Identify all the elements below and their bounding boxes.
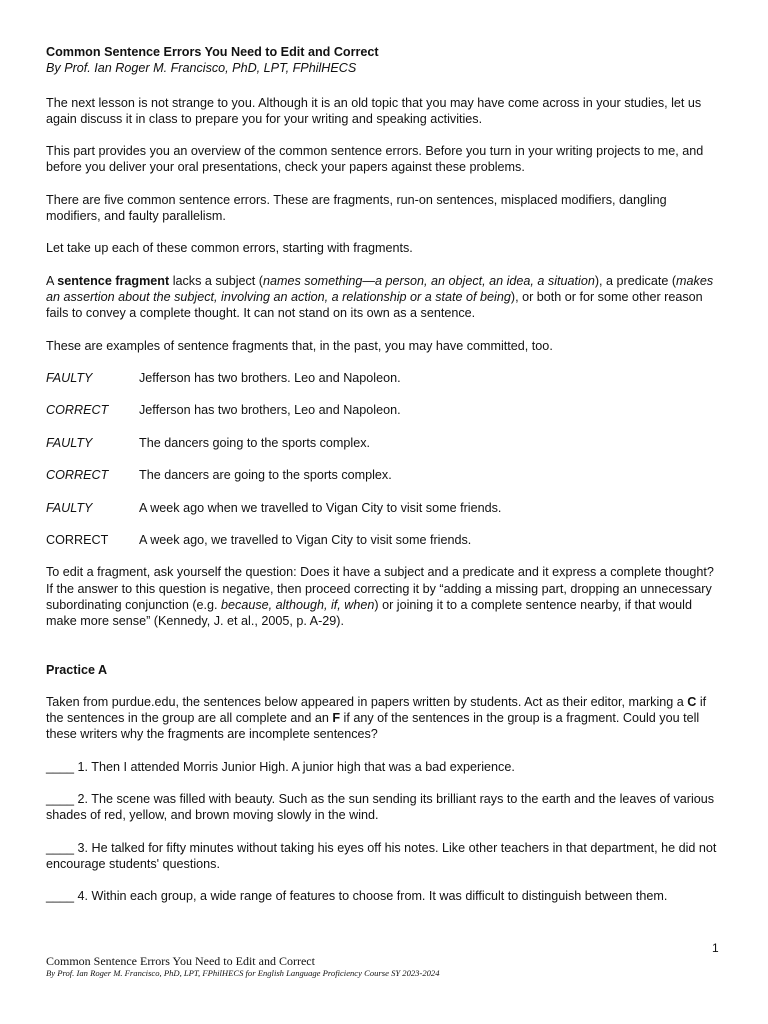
practice-text-b: if the sentences in the group are all complete and an bbox=[46, 694, 707, 726]
practice-text-c: if any of the sentences in the group is a fragment. Could you tell these writers why the fragments are incomplete sentences? bbox=[46, 711, 700, 742]
edit-tip-paragraph bbox=[46, 564, 722, 629]
practice-item-4: ____ 4. Within each group, a wide range of features to choose from. It was difficult to distinguish between them. bbox=[46, 889, 668, 904]
practice-heading: Practice A bbox=[46, 662, 108, 677]
examples-list bbox=[46, 370, 722, 549]
predicate-definition: makes an assertion about the subject, involving an action, a relationship or a state of being bbox=[46, 273, 714, 304]
example-text: The dancers going to the sports complex. bbox=[139, 435, 371, 450]
definition-text-d: ), or both or for some other reason fails to convey a complete thought. It can not stand on its own as a sentence. bbox=[46, 289, 703, 321]
examples-intro: These are examples of sentence fragments that, in the past, you may have committed, too. bbox=[46, 338, 553, 353]
practice-text-a: Taken from purdue.edu, the sentences below appeared in papers written by students. Act as their editor, marking a bbox=[46, 694, 688, 709]
example-text: The dancers are going to the sports complex. bbox=[139, 468, 392, 483]
practice-instructions bbox=[46, 694, 722, 743]
page-number: 1 bbox=[712, 941, 719, 955]
intro-paragraph-3: There are five common sentence errors. These are fragments, run-on sentences, misplaced modifiers, dangling modifiers, and faulty parallelism. bbox=[46, 192, 667, 224]
definition-text-b: lacks a subject ( bbox=[169, 273, 263, 288]
example-row bbox=[46, 500, 722, 516]
example-text: A week ago when we travelled to Vigan City to visit some friends. bbox=[139, 500, 502, 515]
definition-paragraph bbox=[46, 273, 722, 322]
example-label: CORRECT bbox=[46, 403, 109, 418]
document-title: Common Sentence Errors You Need to Edit and Correct bbox=[46, 45, 379, 59]
practice-item-1: ____ 1. Then I attended Morris Junior High. A junior high that was a bad experience. bbox=[46, 759, 515, 774]
author-line: By Prof. Ian Roger M. Francisco, PhD, LPT, FPhilHECS bbox=[46, 61, 357, 76]
footer-title: Common Sentence Errors You Need to Edit and Correct bbox=[46, 954, 315, 968]
example-row bbox=[46, 532, 722, 548]
example-text: A week ago, we travelled to Vigan City to visit some friends. bbox=[139, 533, 472, 548]
example-row bbox=[46, 467, 722, 483]
document-body bbox=[46, 44, 722, 905]
definition-term: sentence fragment bbox=[57, 273, 170, 288]
example-text: Jefferson has two brothers, Leo and Napoleon. bbox=[139, 403, 401, 418]
intro-paragraph-1: The next lesson is not strange to you. Although it is an old topic that you may have come across in your studies, let us again discuss it in class to prepare you for your writing and speaking activities. bbox=[46, 95, 702, 126]
complete-mark: C bbox=[687, 694, 697, 709]
intro-paragraph-4: Let take up each of these common errors, starting with fragments. bbox=[46, 241, 413, 256]
example-row bbox=[46, 370, 722, 386]
definition-text-c: ), a predicate ( bbox=[594, 273, 677, 288]
example-text: Jefferson has two brothers. Leo and Napoleon. bbox=[139, 370, 401, 385]
edit-tip-text-a: To edit a fragment, ask yourself the question: Does it have a subject and a predicate and it express a complete thought? If the answer to this question is negative, then proceed correcting it by “adding a missing part, dropping an unnecessary subordinating conjunction (e.g. bbox=[46, 565, 714, 612]
example-label: CORRECT bbox=[46, 533, 109, 548]
definition-text-a: A bbox=[46, 273, 58, 288]
footer-credit: By Prof. Ian Roger M. Francisco, PhD, LPT, FPhilHECS for English Language Proficiency Course SY 2023-2024 bbox=[46, 968, 440, 978]
example-label: CORRECT bbox=[46, 468, 109, 483]
example-row bbox=[46, 435, 722, 451]
example-row bbox=[46, 402, 722, 418]
subject-definition: names something—a person, an object, an idea, a situation bbox=[263, 273, 595, 288]
fragment-mark: F bbox=[332, 711, 341, 726]
conjunction-examples: because, although, if, when bbox=[221, 597, 375, 612]
example-label: FAULTY bbox=[46, 370, 93, 385]
intro-paragraph-2: This part provides you an overview of the common sentence errors. Before you turn in your writing projects to me, and before you deliver your oral presentations, check your papers against these problems. bbox=[46, 144, 704, 175]
edit-tip-text-b: ) or joining it to a complete sentence nearby, if that would make more sense” (Kennedy, J. et al., 2005, p. A-29). bbox=[46, 597, 692, 629]
practice-item-3: ____ 3. He talked for fifty minutes without taking his eyes off his notes. Like other teachers in that department, he did not encourage students' questions. bbox=[46, 840, 717, 871]
example-label: FAULTY bbox=[46, 500, 93, 515]
example-label: FAULTY bbox=[46, 435, 93, 450]
practice-item-2: ____ 2. The scene was filled with beauty. Such as the sun sending its brilliant rays to the earth and the leaves of various shades of red, yellow, and brown moving slowly in the wind. bbox=[46, 792, 715, 823]
